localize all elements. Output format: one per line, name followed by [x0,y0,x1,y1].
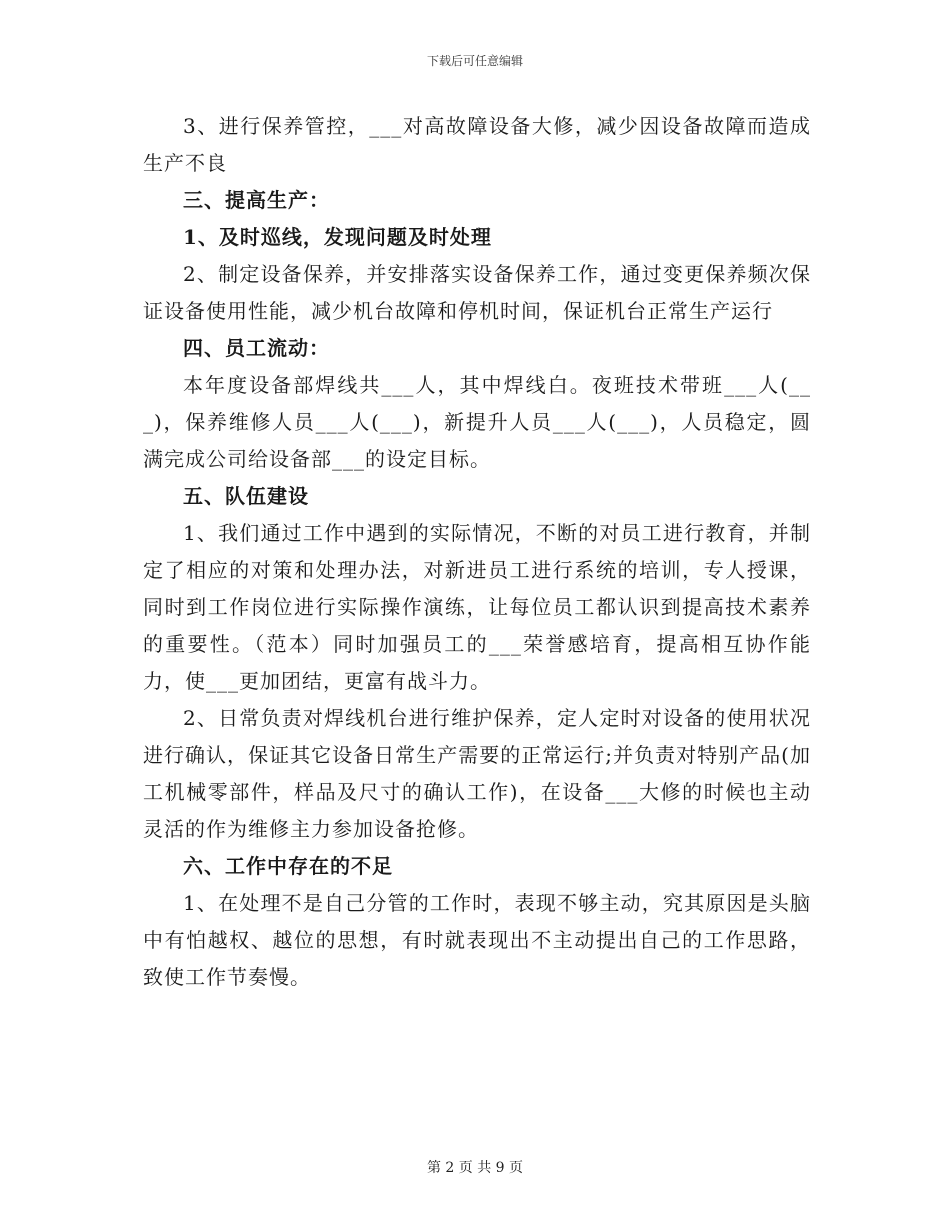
paragraph-staff-count: 本年度设备部焊线共___人，其中焊线白。夜班技术带班___人(___)，保养维修人员___人(___)，新提升人员___人(___)，人员稳定，圆满完成公司给设备部___的设定目标。 [143,373,811,471]
paragraph-shortcoming-initiative: 1、在处理不是自己分管的工作时，表现不够主动，究其原因是头脑中有怕越权、越位的思想，有时就表现出不主动提出自己的工作思路，致使工作节奏慢。 [143,891,811,989]
paragraph-training: 1、我们通过工作中遇到的实际情况，不断的对员工进行教育，并制定了相应的对策和处理办法，对新进员工进行系统的培训，专人授课，同时到工作岗位进行实际操作演练，让每位员工都认识到提高技术素养的重要性。（范本）同时加强员工的___荣誉感培育，提高相互协作能力，使___更加团结，更富有战斗力。 [143,521,811,693]
paragraph-maintenance-plan: 2、制定设备保养，并安排落实设备保养工作，通过变更保养频次保证设备使用性能，减少机台故障和停机时间，保证机台正常生产运行 [143,262,811,323]
heading-improve-production: 三、提高生产： [183,188,330,212]
page-footer: 第 2 页 共 9 页 [426,1160,524,1176]
heading-shortcomings: 六、工作中存在的不足 [183,854,393,878]
page-header: 下载后可任意编辑 [426,54,523,68]
subheading-line-patrol: 1、及时巡线，发现问题及时处理 [183,225,492,249]
document-body [143,108,811,996]
paragraph-maintenance-control: 3、进行保养管控，___对高故障设备大修，减少因设备故障而造成生产不良 [143,114,811,175]
heading-team-building: 五、队伍建设 [183,484,309,508]
paragraph-daily-maintenance: 2、日常负责对焊线机台进行维护保养，定人定时对设备的使用状况进行确认，保证其它设备日常生产需要的正常运行;并负责对特别产品(加工机械零部件，样品及尺寸的确认工作)，在设备___大修的时候也主动灵活的作为维修主力参加设备抢修。 [143,706,811,841]
heading-staff-turnover: 四、员工流动： [183,336,330,360]
